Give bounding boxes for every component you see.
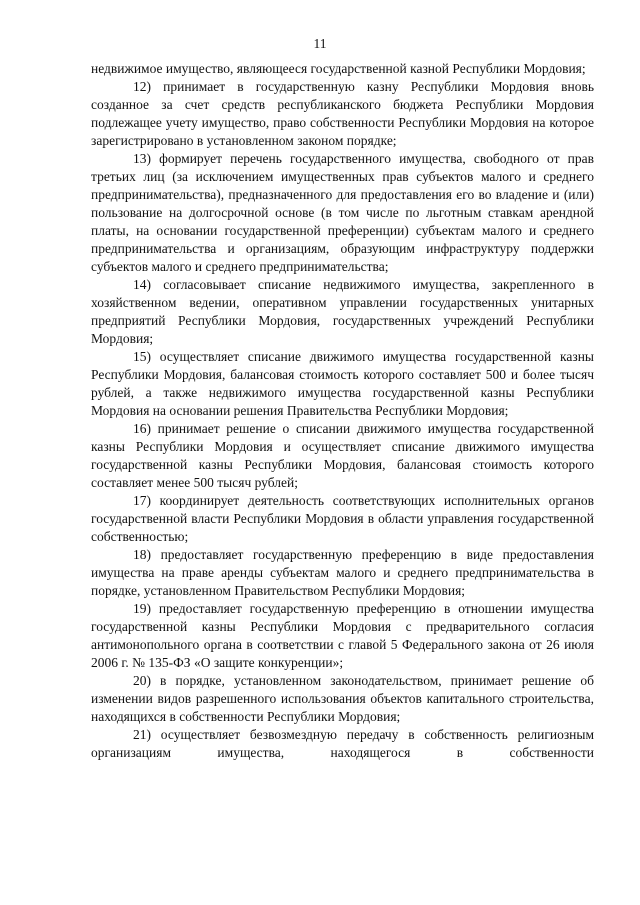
paragraph-item-20: 20) в порядке, установленном законодательством, принимает решение об изменении видов разрешенного использования объектов капитального строительства, находящихся в собственности Республики Мордовия; — [91, 673, 594, 724]
paragraph-item-17: 17) координирует деятельность соответствующих исполнительных органов государственной власти Республики Мордовия в области управления государственной собственностью; — [91, 493, 594, 544]
paragraph-item-19: 19) предоставляет государственную преференцию в отношении имущества государственной казны Республики Мордовия с предварительного согласия антимонопольного органа в соответствии с главой 5 Федерального закона от 26 июля 2006 г. № 135-ФЗ «О защите конкуренции»; — [91, 601, 594, 670]
paragraph-item-14: 14) согласовывает списание недвижимого имущества, закрепленного в хозяйственном ведении, оперативном управлении государственных унитарных предприятий Республики Мордовия, государственных учреждений Республики Мордовия; — [91, 277, 594, 346]
paragraph-item-16: 16) принимает решение о списании движимого имущества государственной казны Республики Мордовия и осуществляет списание движимого имущества государственной казны Республики Мордовия, балансовая стоимость которого составляет менее 500 тысяч рублей; — [91, 421, 594, 490]
paragraph-item-18: 18) предоставляет государственную преференцию в виде предоставления имущества на праве аренды субъектам малого и среднего предпринимательства в порядке, установленном Правительством Республики Мордовия; — [91, 547, 594, 598]
paragraph-item-21: 21) осуществляет безвозмездную передачу в собственность религиозным организациям имущества, находящегося в собственности — [91, 727, 594, 760]
paragraph-item-13: 13) формирует перечень государственного имущества, свободного от прав третьих лиц (за исключением имущественных прав субъектов малого и среднего предпринимательства), предназначенного для предоставления его во владение и (или) пользование на долгосрочной основе (в том числе по льготным ставкам арендной платы, на основании государственной преференции) субъектам малого и среднего предпринимательства и организациям, образующим инфраструктуру поддержки субъектов малого и среднего предпринимательства; — [91, 151, 594, 274]
document-body — [91, 60, 594, 762]
paragraph-continuation: недвижимое имущество, являющееся государственной казной Республики Мордовия; — [91, 61, 586, 76]
paragraph-item-12: 12) принимает в государственную казну Республики Мордовия вновь созданное за счет средств республиканского бюджета Республики Мордовия подлежащее учету имущество, право собственности Республики Мордовия на которое зарегистрировано в установленном законом порядке; — [91, 79, 594, 148]
paragraph-item-15: 15) осуществляет списание движимого имущества государственной казны Республики Мордовия, балансовая стоимость которого составляет 500 и более тысяч рублей, а также недвижимого имущества государственной казны Республики Мордовия на основании решения Правительства Республики Мордовия; — [91, 349, 594, 418]
page-number: 11 — [313, 36, 327, 51]
